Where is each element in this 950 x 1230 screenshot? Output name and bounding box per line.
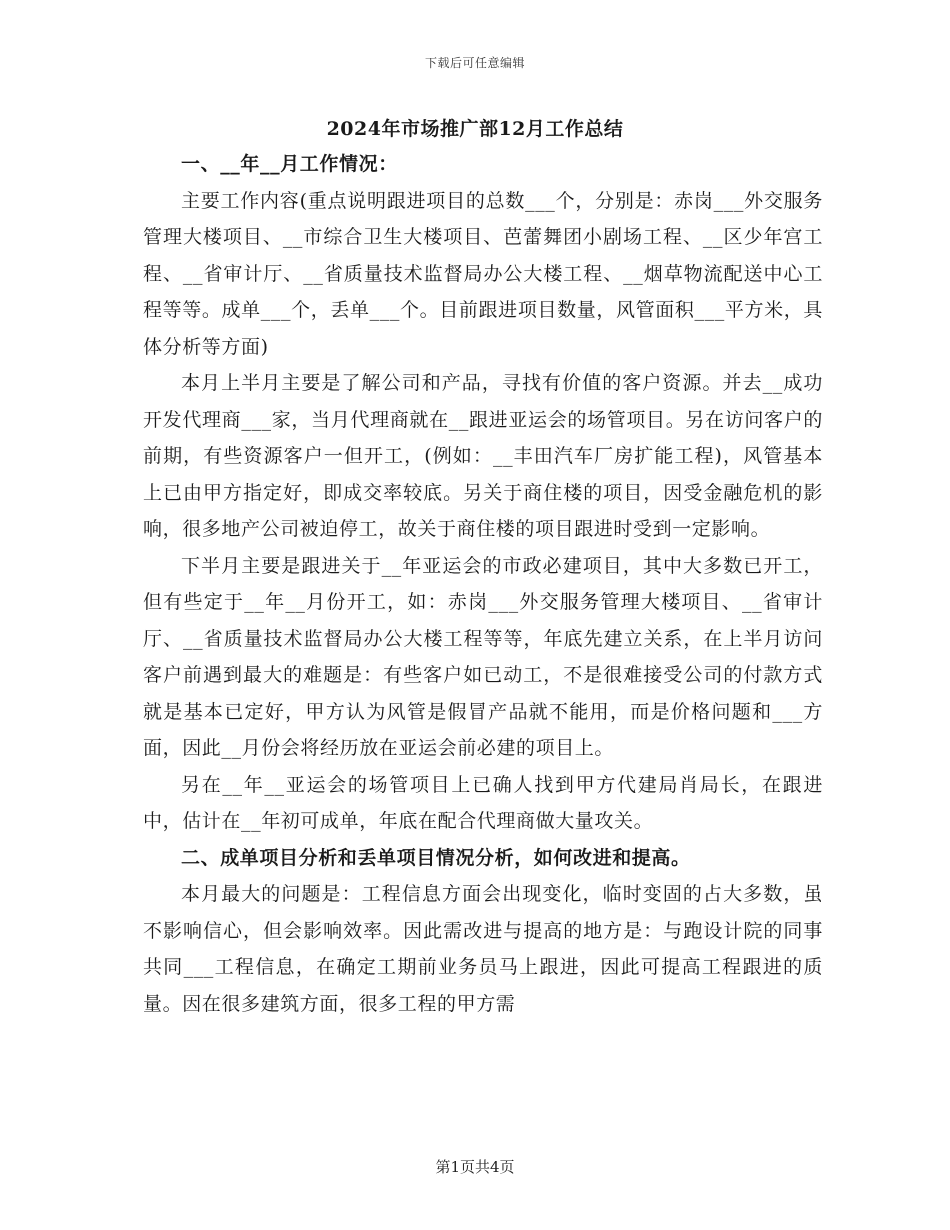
paragraph-first-half: 本月上半月主要是了解公司和产品，寻找有价值的客户资源。并去__成功开发代理商___家，当月代理商就在__跟进亚运会的场管项目。另在访问客户的前期，有些资源客户一但开工，(例如：__丰田汽车厂房扩能工程)，风管基本上已由甲方指定好，即成交率较底。另关于商住楼的项目，因受金融危机的影响，很多地产公司被迫停工，故关于商住楼的项目跟进时受到一定影响。 bbox=[143, 372, 823, 540]
paragraph-problems: 本月最大的问题是：工程信息方面会出现变化，临时变固的占大多数，虽不影响信心，但会影响效率。因此需改进与提高的地方是：与跑设计院的同事共同___工程信息，在确定工期前业务员马上跟进，因此可提高工程跟进的质量。因在很多建筑方面，很多工程的甲方需 bbox=[143, 883, 823, 1015]
paragraph-second-half: 下半月主要是跟进关于__年亚运会的市政必建项目，其中大多数已开工，但有些定于__年__月份开工，如：赤岗___外交服务管理大楼项目、__省审计厅、__省质量技术监督局办公大楼工程等等，年底先建立关系，在上半月访问客户前遇到最大的难题是：有些客户如已动工，不是很难接受公司的付款方式就是基本已定好，甲方认为风管是假冒产品就不能用，而是价格问题和___方面，因此__月份会将经历放在亚运会前必建的项目上。 bbox=[143, 554, 823, 759]
document-title: 2024年市场推广部12月工作总结 bbox=[326, 118, 624, 140]
document-body bbox=[143, 146, 823, 1022]
section-heading-2: 二、成单项目分析和丢单项目情况分析，如何改进和提高。 bbox=[181, 846, 691, 869]
page-number: 第1页共4页 bbox=[435, 1158, 515, 1176]
section-heading-1: 一、__年__月工作情况： bbox=[181, 153, 398, 175]
header-note: 下载后可任意编辑 bbox=[424, 56, 525, 70]
paragraph-asian-games: 另在__年__亚运会的场管项目上已确人找到甲方代建局肖局长，在跟进中，估计在__年初可成单，年底在配合代理商做大量攻关。 bbox=[143, 773, 823, 832]
paragraph-work-content: 主要工作内容(重点说明跟进项目的总数___个，分别是：赤岗___外交服务管理大楼项目、__市综合卫生大楼项目、芭蕾舞团小剧场工程、__区少年宫工程、__省审计厅、__省质量技术监督局办公大楼工程、__烟草物流配送中心工程等等。成单___个，丢单___个。目前跟进项目数量，风管面积___平方米，具体分析等方面) bbox=[143, 189, 823, 358]
